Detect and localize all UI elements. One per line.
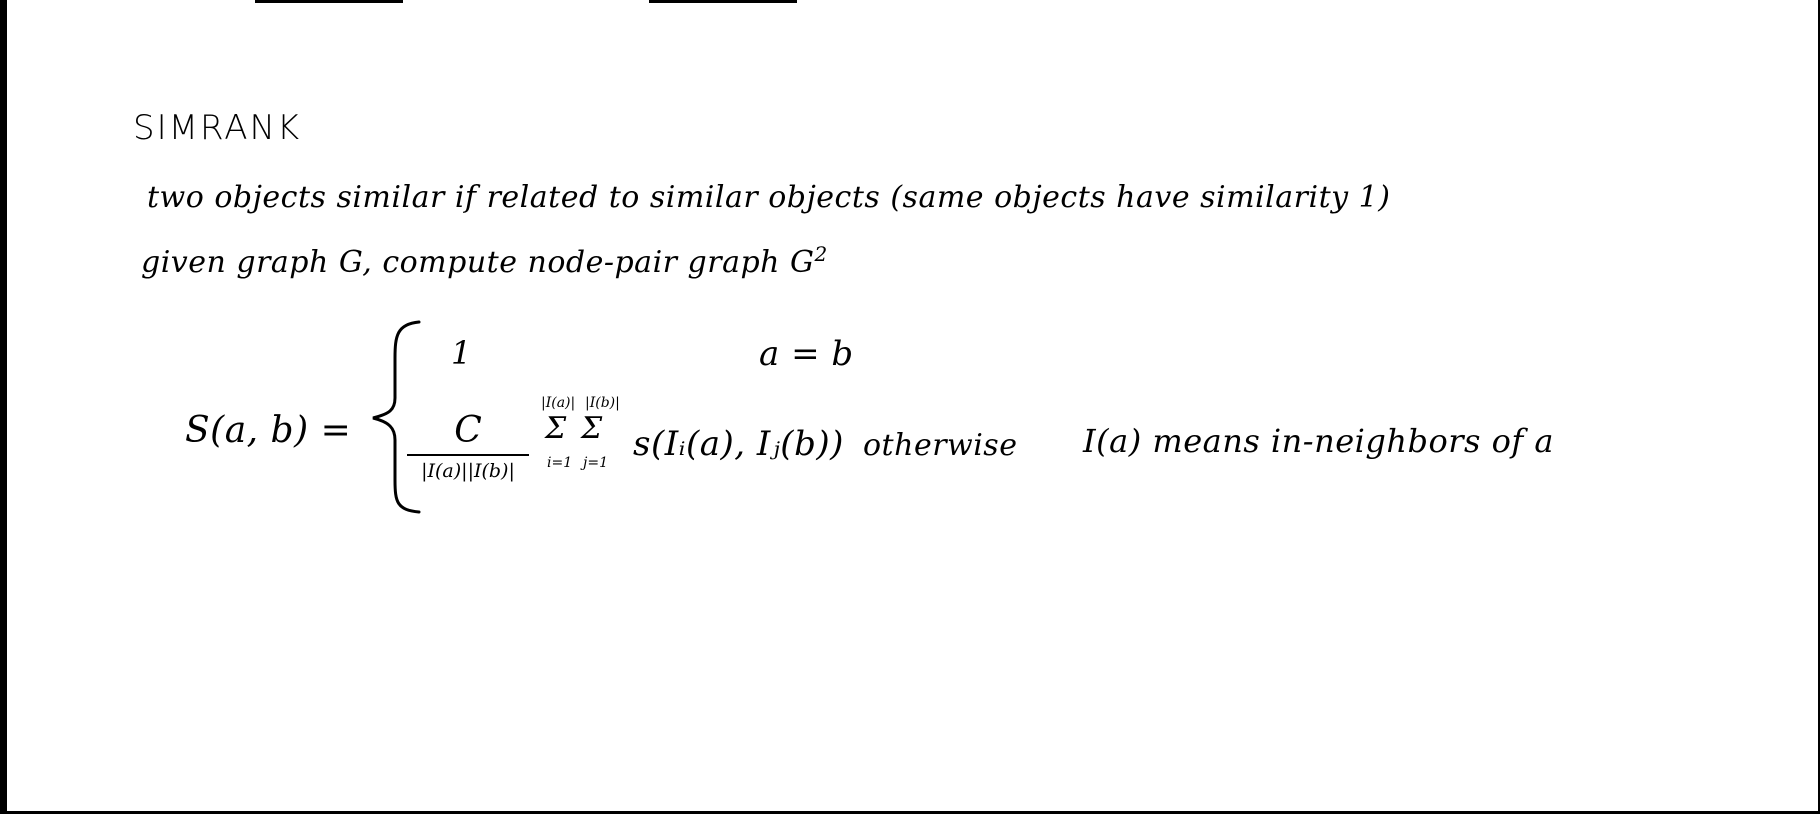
sum2-upper-limit: |I(b)| [585, 395, 620, 411]
graph-text [141, 242, 828, 280]
top-scan-mark [649, 0, 797, 3]
case1-condition: a = b [759, 334, 854, 374]
formula-lhs: S(a, b) = [185, 410, 352, 451]
sum2-lower-limit: j=1 [583, 455, 608, 471]
fraction [407, 410, 529, 482]
sum-body: s(Iᵢ(a), Iⱼ(b)) [633, 424, 844, 464]
sum1-sigma-icon: Σ [545, 411, 567, 446]
case2-condition: otherwise [863, 428, 1018, 463]
definition-text: two objects similar if related to similar objects (same objects have similarity 1) [147, 180, 1391, 215]
in-neighbors-note: I(a) means in-neighbors of a [1083, 422, 1554, 460]
top-scan-mark [255, 0, 403, 3]
fraction-bar [407, 454, 529, 456]
graph-text-superscript: 2 [814, 242, 828, 266]
double-sum [541, 395, 631, 485]
fraction-denominator: |I(a)||I(b)| [421, 460, 515, 482]
sum1-upper-limit: |I(a)| [541, 395, 576, 411]
fraction-numerator: C [454, 410, 482, 451]
notes-title: SIMRANK [133, 108, 302, 148]
graph-text-main: given graph G, compute node-pair graph G [141, 245, 815, 280]
sum2-sigma-icon: Σ [581, 411, 603, 446]
sum1-lower-limit: i=1 [547, 455, 573, 471]
case1-value: 1 [451, 334, 472, 372]
